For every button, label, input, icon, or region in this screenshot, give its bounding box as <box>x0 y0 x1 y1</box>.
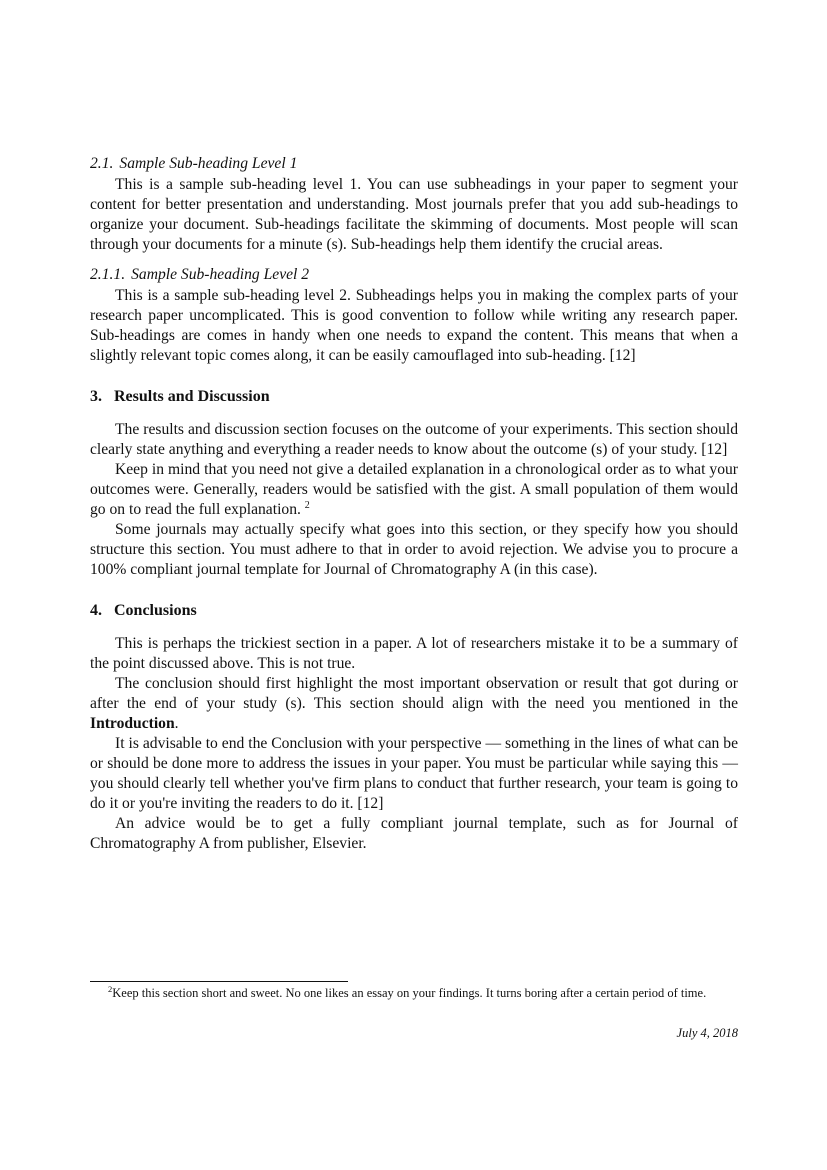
subheading-number: 2.1. <box>90 155 114 172</box>
subheading-number: 2.1.1. <box>90 266 126 283</box>
subheading-title: Sample Sub-heading Level 2 <box>131 266 310 283</box>
results-paragraph-2 <box>90 460 738 520</box>
section-title: Results and Discussion <box>114 388 270 405</box>
section-title: Conclusions <box>114 602 197 619</box>
conclusions-paragraph-2-end: . <box>174 715 179 732</box>
subheading-2-1 <box>90 153 738 175</box>
section-heading-conclusions <box>90 600 738 622</box>
conclusions-paragraph-4: An advice would be to get a fully compliant journal template, such as for Journal of Chromatography A from publisher, Elsevier. <box>90 815 738 852</box>
subheading-2-1-1 <box>90 264 738 286</box>
subheading-title: Sample Sub-heading Level 1 <box>119 155 298 172</box>
footnote <box>90 985 738 1001</box>
section-number: 4. <box>90 602 102 619</box>
conclusions-paragraph-3: It is advisable to end the Conclusion with your perspective — something in the lines of what can be or should be done more to address the issues in your paper. You must be particular while saying this — you should clearly tell whether you've firm plans to conduct that further research, your team is going to do it or you're inviting the readers to do it. [12] <box>90 735 738 812</box>
results-paragraph-2-text: Keep in mind that you need not give a detailed explanation in a chronological order as to what your outcomes were. Generally, readers would be satisfied with the gist. A small population of them would go on to read the full explanation. <box>90 461 738 518</box>
footnote-reference[interactable]: 2 <box>304 500 310 511</box>
footnote-text: Keep this section short and sweet. No one likes an essay on your findings. It turns boring after a certain period of time. <box>112 986 707 1000</box>
footnote-mark: 2 <box>108 984 113 994</box>
page-date: July 4, 2018 <box>676 1026 738 1040</box>
introduction-reference: Introduction <box>90 715 175 732</box>
paragraph-2-1: This is a sample sub-heading level 1. You can use subheadings in your paper to segment your content for better presentation and understanding. Most journals prefer that you add sub-headings to organize your document. Sub-headings facilitate the skimming of documents. Most people will scan through your documents for a minute (s). Sub-headings help them identify the crucial areas. <box>90 176 738 253</box>
paragraph-2-1-1: This is a sample sub-heading level 2. Subheadings helps you in making the complex parts of your research paper uncomplicated. This is good convention to follow while writing any research paper. Sub-headings are comes in handy when one needs to expand the content. This means that when a slightly relevant topic comes along, it can be easily camouflaged into sub-heading. [12] <box>90 287 738 364</box>
conclusions-paragraph-2-text: The conclusion should first highlight the most important observation or result that got during or after the end of your study (s). This section should align with the need you mentioned in the <box>90 675 738 712</box>
conclusions-paragraph-1: This is perhaps the trickiest section in a paper. A lot of researchers mistake it to be a summary of the point discussed above. This is not true. <box>90 635 738 672</box>
results-paragraph-3: Some journals may actually specify what goes into this section, or they specify how you should structure this section. You must adhere to that in order to avoid rejection. We advise you to procure a 100% compliant journal template for Journal of Chromatography A (in this case). <box>90 521 738 578</box>
page-body <box>90 153 738 854</box>
section-number: 3. <box>90 388 102 405</box>
conclusions-paragraph-2 <box>90 674 738 734</box>
results-paragraph-1: The results and discussion section focuses on the outcome of your experiments. This section should clearly state anything and everything a reader needs to know about the outcome (s) of your study. [12] <box>90 421 738 458</box>
section-heading-results <box>90 386 738 408</box>
footnote-divider <box>90 981 348 982</box>
